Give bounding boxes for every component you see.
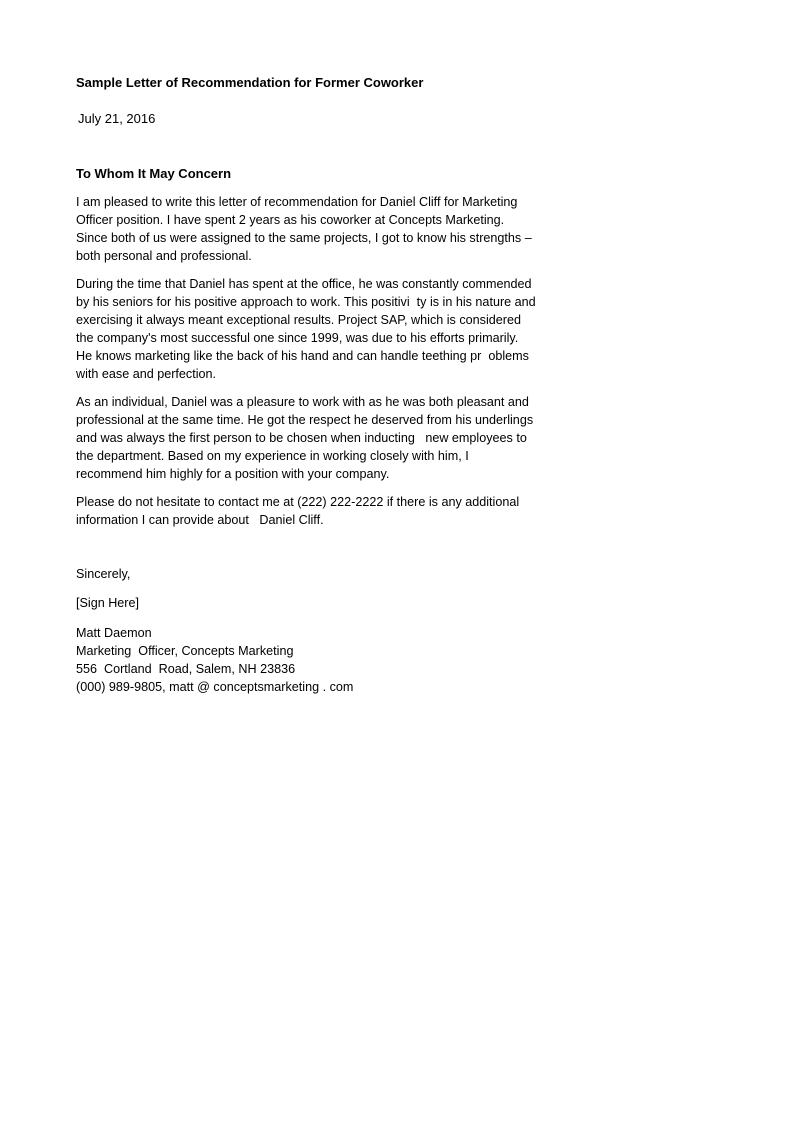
paragraph-introduction — [76, 193, 532, 265]
letter-date: July 21, 2016 — [78, 111, 156, 126]
text-line: professional at the same time. He got the respect he deserved from his underlings — [76, 413, 534, 427]
text-line: and was always the first person to be chosen when inducting new employees to — [76, 431, 527, 445]
signer-contact: (000) 989-9805, matt @ conceptsmarketing . com — [76, 680, 354, 694]
text-line: He knows marketing like the back of his hand and can handle teething pr oblems — [76, 349, 529, 363]
text-line: recommend him highly for a position with your company. — [76, 467, 390, 481]
text-line: Since both of us were assigned to the same projects, I got to know his strengths – — [76, 231, 532, 245]
paragraph-personality — [76, 393, 533, 483]
text-line: As an individual, Daniel was a pleasure to work with as he was both pleasant and — [76, 395, 529, 409]
document-title: Sample Letter of Recommendation for Former Coworker — [76, 75, 424, 90]
signer-address: 556 Cortland Road, Salem, NH 23836 — [76, 662, 296, 676]
closing: Sincerely, — [76, 567, 131, 581]
text-line: Please do not hesitate to contact me at (222) 222-2222 if there is any additional — [76, 495, 520, 509]
paragraph-performance — [76, 275, 536, 383]
text-line: Officer position. I have spent 2 years as his coworker at Concepts Marketing. — [76, 213, 505, 227]
text-line: I am pleased to write this letter of recommendation for Daniel Cliff for Marketing — [76, 195, 518, 209]
signature-placeholder: [Sign Here] — [76, 596, 139, 610]
signer-name: Matt Daemon — [76, 626, 152, 640]
paragraph-contact — [76, 493, 519, 529]
text-line: the department. Based on my experience in working closely with him, I — [76, 449, 469, 463]
text-line: with ease and perfection. — [76, 367, 217, 381]
text-line: exercising it always meant exceptional results. Project SAP, which is considered — [76, 313, 521, 327]
salutation: To Whom It May Concern — [76, 166, 232, 181]
text-line: During the time that Daniel has spent at the office, he was constantly commended — [76, 277, 532, 291]
signer-position: Marketing Officer, Concepts Marketing — [76, 644, 294, 658]
text-line: both personal and professional. — [76, 249, 252, 263]
signature-block — [76, 624, 353, 696]
text-line: by his seniors for his positive approach to work. This positivi ty is in his nature and — [76, 295, 536, 309]
text-line: the company's most successful one since 1999, was due to his efforts primarily. — [76, 331, 519, 345]
text-line: information I can provide about Daniel Cliff. — [76, 513, 324, 527]
